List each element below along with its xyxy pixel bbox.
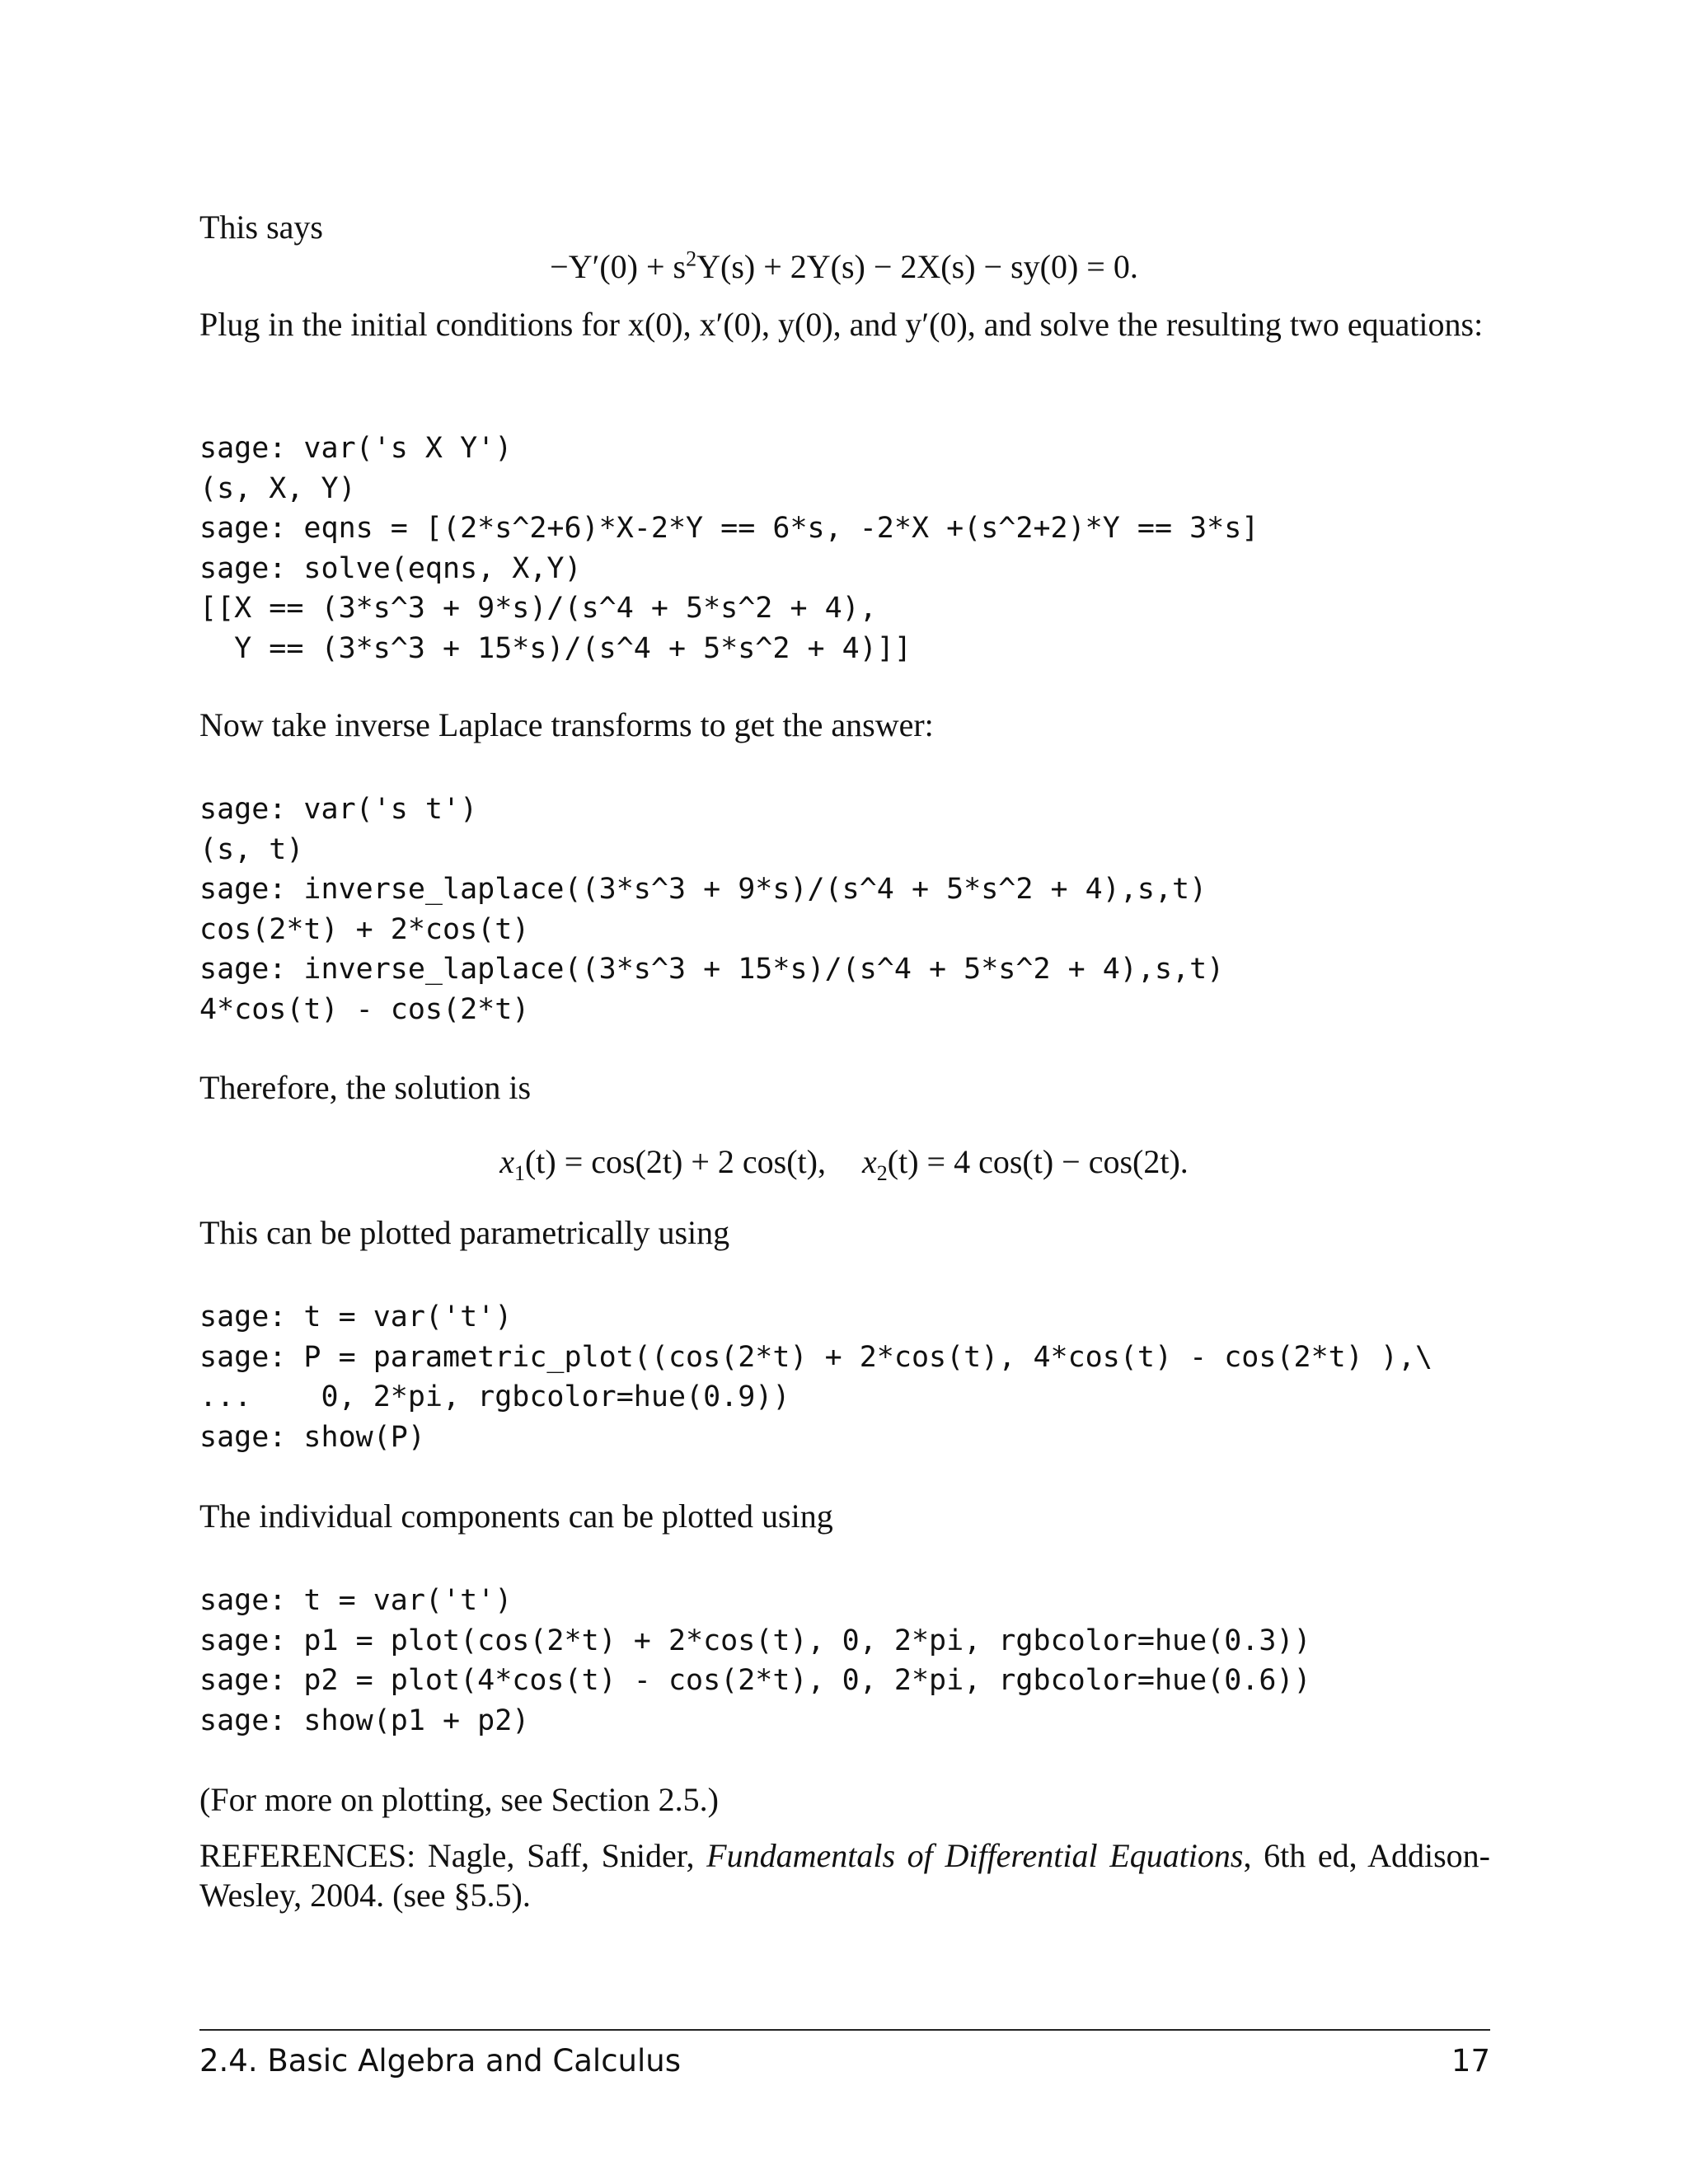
references-paragraph: [199, 1836, 1490, 1915]
code-line: Y == (3*s^3 + 15*s)/(s^4 + 5*s^2 + 4)]]: [199, 631, 912, 665]
x1-subscript: 1: [513, 1161, 525, 1185]
references-suffix: , 6th ed, Addison-Wesley, 2004. (see §5.5).: [199, 1837, 1490, 1914]
x2-rhs: (t) = 4 cos(t) − cos(2t).: [887, 1143, 1189, 1180]
code-line: sage: var('s t'): [199, 793, 478, 826]
code-line: 4*cos(t) - cos(2*t): [199, 992, 530, 1026]
equation-solution: [0, 1142, 1688, 1185]
code-block-inverse-laplace: [199, 790, 1490, 1030]
equation-laplace-y-part1: −Y′(0) + s: [550, 248, 687, 285]
code-line: sage: p2 = plot(4*cos(t) - cos(2*t), 0, 2*pi, rgbcolor=hue(0.6)): [199, 1664, 1311, 1698]
code-block-solve: [199, 429, 1490, 669]
code-line: cos(2*t) + 2*cos(t): [199, 912, 530, 946]
parametric-paragraph: This can be plotted parametrically using: [199, 1214, 730, 1251]
x1-variable: x: [499, 1143, 514, 1180]
equation-laplace-y-exponent: 2: [686, 246, 697, 271]
code-line: [[X == (3*s^3 + 9*s)/(s^4 + 5*s^2 + 4),: [199, 592, 877, 626]
intro-says-text: This says: [199, 209, 323, 246]
code-block-parametric-plot: [199, 1297, 1490, 1457]
code-line: sage: t = var('t'): [199, 1301, 513, 1333]
code-line: sage: inverse_laplace((3*s^3 + 9*s)/(s^4 + 5*s^2 + 4),s,t): [199, 873, 1207, 907]
code-line: sage: solve(eqns, X,Y): [199, 551, 582, 585]
code-line: sage: t = var('t'): [199, 1584, 513, 1617]
references-prefix: REFERENCES: Nagle, Saff, Snider,: [199, 1837, 707, 1874]
code-line: (s, X, Y): [199, 471, 356, 505]
equation-laplace-y: [0, 247, 1688, 287]
references-book-title: Fundamentals of Differential Equations: [706, 1837, 1244, 1874]
code-line: sage: p1 = plot(cos(2*t) + 2*cos(t), 0, 2*pi, rgbcolor=hue(0.3)): [199, 1624, 1311, 1657]
plotting-note: (For more on plotting, see Section 2.5.): [199, 1781, 719, 1818]
plug-in-paragraph: Plug in the initial conditions for x(0), x′(0), y(0), and y′(0), and solve the resulting two equations:: [199, 306, 1484, 343]
footer-section-title: 2.4. Basic Algebra and Calculus: [199, 2043, 682, 2079]
code-line: sage: show(p1 + p2): [199, 1704, 530, 1737]
code-line: ... 0, 2*pi, rgbcolor=hue(0.9)): [199, 1380, 790, 1414]
x1-rhs: (t) = cos(2t) + 2 cos(t),: [524, 1143, 826, 1180]
x2-variable: x: [862, 1143, 877, 1180]
code-line: sage: inverse_laplace((3*s^3 + 15*s)/(s^4 + 5*s^2 + 4),s,t): [199, 953, 1225, 987]
x2-subscript: 2: [876, 1161, 888, 1185]
code-line: (s, t): [199, 832, 304, 866]
footer-page-number: 17: [1451, 2043, 1490, 2079]
equation-laplace-y-part2: Y(s) + 2Y(s) − 2X(s) − sy(0) = 0.: [696, 248, 1138, 285]
code-line: sage: show(P): [199, 1420, 425, 1454]
footer-divider: [199, 2029, 1490, 2031]
code-block-component-plots: [199, 1581, 1490, 1741]
code-line: sage: var('s X Y'): [199, 432, 513, 465]
therefore-paragraph: Therefore, the solution is: [199, 1069, 532, 1106]
code-line: sage: P = parametric_plot((cos(2*t) + 2*cos(t), 4*cos(t) - cos(2*t) ),\: [199, 1340, 1433, 1374]
components-paragraph: The individual components can be plotted using: [199, 1497, 833, 1535]
inverse-laplace-paragraph: Now take inverse Laplace transforms to get the answer:: [199, 706, 934, 743]
code-line: sage: eqns = [(2*s^2+6)*X-2*Y == 6*s, -2*X +(s^2+2)*Y == 3*s]: [199, 512, 1259, 546]
